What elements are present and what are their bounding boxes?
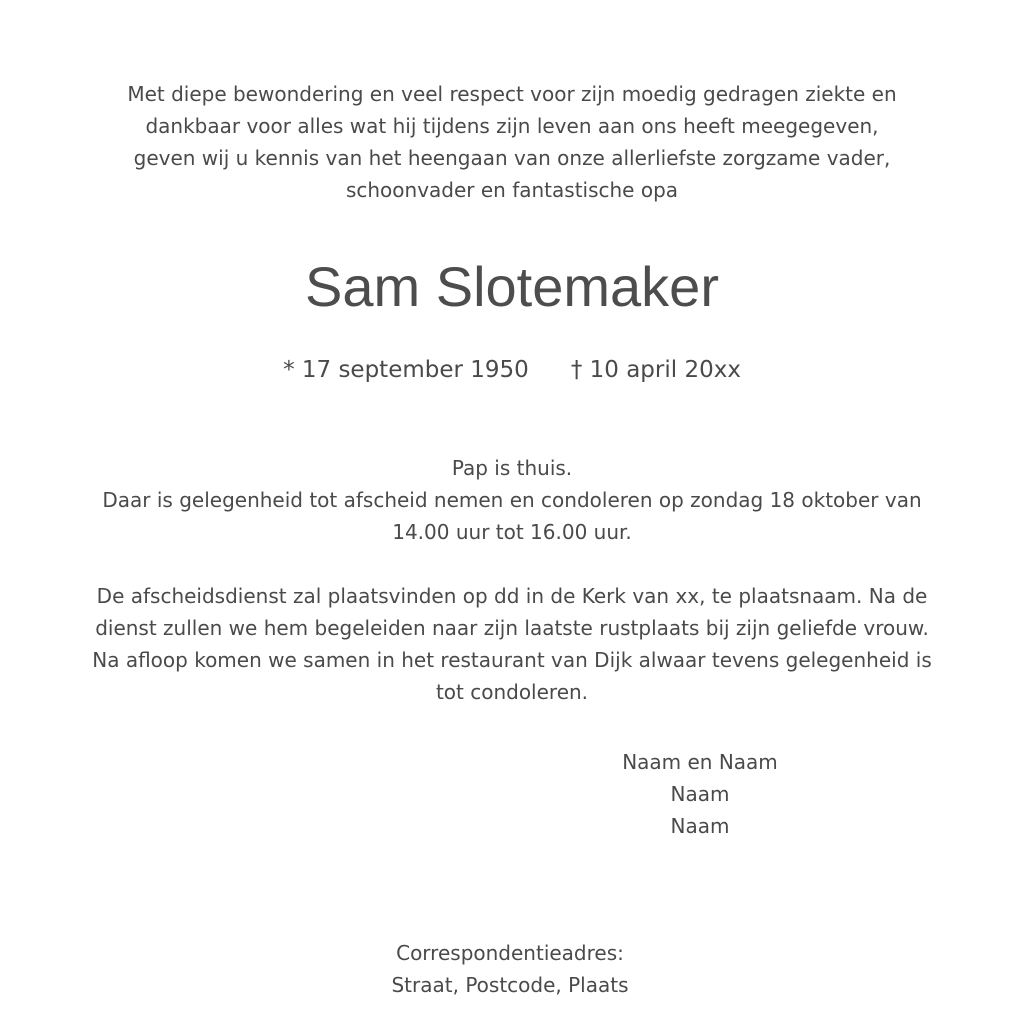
- service-line: tot condoleren.: [435, 680, 589, 704]
- address-value: Straat, Postcode, Plaats: [391, 973, 629, 997]
- death-date: † 10 april 20xx: [570, 357, 741, 383]
- service-text: [0, 580, 1024, 708]
- intro-line: geven wij u kennis van het heengaan van onze allerliefste zorgzame vader,: [133, 146, 891, 170]
- service-line: De afscheidsdienst zal plaatsvinden op dd in de Kerk van xx, te plaatsnaam. Na de: [96, 584, 928, 608]
- birth-date: * 17 september 1950: [283, 357, 529, 383]
- service-line: Na afloop komen we samen in het restaurant van Dijk alwaar tevens gelegenheid is: [92, 648, 932, 672]
- signers: [580, 746, 820, 842]
- visitation-line: Daar is gelegenheid tot afscheid nemen en condoleren op zondag 18 oktober van: [102, 488, 922, 512]
- intro-line: Met diepe bewondering en veel respect voor zijn moedig gedragen ziekte en: [127, 82, 897, 106]
- signer-line: Naam en Naam: [622, 750, 778, 774]
- signer-line: Naam: [670, 814, 730, 838]
- life-dates: [0, 352, 1024, 388]
- visitation-line: Pap is thuis.: [451, 456, 573, 480]
- intro-line: schoonvader en fantastische opa: [345, 178, 679, 202]
- signer-line: Naam: [670, 782, 730, 806]
- intro-text: [0, 78, 1024, 206]
- deceased-name: Sam Slotemaker: [305, 255, 719, 318]
- visitation-text: [0, 452, 1024, 548]
- visitation-line: 14.00 uur tot 16.00 uur.: [392, 520, 632, 544]
- address-label: Correspondentieadres:: [396, 941, 624, 965]
- intro-line: dankbaar voor alles wat hij tijdens zijn leven aan ons heeft meegegeven,: [145, 114, 879, 138]
- service-line: dienst zullen we hem begeleiden naar zijn laatste rustplaats bij zijn geliefde vrouw.: [95, 616, 929, 640]
- correspondence-address: [360, 937, 660, 1001]
